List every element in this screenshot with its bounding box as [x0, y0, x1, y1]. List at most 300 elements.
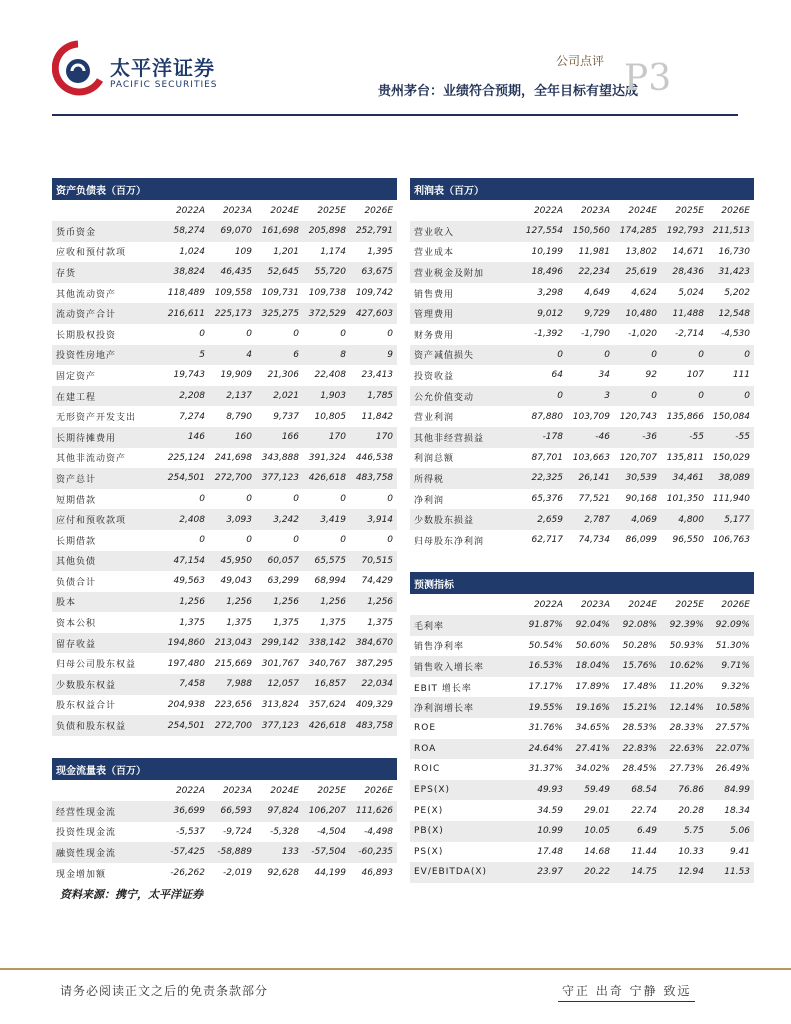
value-cell: 0	[520, 386, 567, 407]
value-cell: 92	[645, 370, 657, 381]
document-type: 公司点评	[556, 54, 605, 68]
value-cell: 11.20%	[669, 682, 704, 693]
value-cell: -36	[614, 427, 661, 448]
row-label: 其他流动资产	[56, 289, 117, 300]
value-cell: 377,123	[256, 715, 303, 736]
spacer-cell	[410, 551, 754, 570]
value-cell: 87,880	[531, 411, 563, 422]
row-label: PS(X)	[414, 846, 444, 857]
table-row	[52, 695, 397, 716]
value-cell: 10.62%	[661, 656, 708, 677]
value-cell: 13,802	[625, 246, 657, 257]
value-cell: 68,994	[314, 576, 346, 587]
table-row	[410, 283, 754, 304]
table-row	[52, 448, 397, 469]
value-cell: 1,256	[350, 592, 397, 613]
value-cell: 34.02%	[575, 764, 610, 775]
value-cell: 6.49	[614, 821, 661, 842]
value-cell: 4,649	[584, 288, 610, 299]
row-label: 营业利润	[414, 413, 455, 424]
value-cell: 49.93	[520, 780, 567, 801]
year-header: 2025E	[675, 205, 704, 216]
value-cell: 12,057	[256, 674, 303, 695]
value-cell: 5	[162, 345, 209, 366]
row-label: 投资性现金流	[56, 828, 117, 839]
row-label: PE(X)	[414, 805, 444, 816]
value-cell: 1,785	[350, 386, 397, 407]
value-cell: 0	[387, 494, 394, 505]
value-cell: 22.07%	[708, 739, 754, 760]
value-cell: 34,461	[661, 468, 708, 489]
row-label: 净利润	[414, 495, 445, 506]
value-cell: 0	[340, 535, 346, 546]
row-label: 存货	[52, 262, 162, 283]
value-cell: 111,626	[350, 801, 397, 822]
value-cell: 92,628	[267, 868, 299, 879]
value-cell: -58,889	[209, 842, 256, 863]
value-cell: 21,306	[267, 370, 299, 381]
value-cell: 16,857	[303, 674, 350, 695]
value-cell: -4,498	[364, 826, 394, 837]
value-cell: -2,019	[222, 868, 252, 879]
value-cell: 31.37%	[528, 764, 563, 775]
value-cell: 9	[350, 345, 397, 366]
row-label: 少数股东权益	[52, 674, 162, 695]
value-cell: 3,298	[537, 288, 563, 299]
row-label: 股东权益合计	[56, 701, 117, 712]
value-cell: 46,435	[209, 262, 256, 283]
value-cell: 74,734	[578, 535, 610, 546]
value-cell: 1,375	[179, 617, 205, 628]
value-cell: 87,701	[531, 452, 563, 463]
value-cell: 7,988	[209, 674, 256, 695]
value-cell: 3,914	[350, 509, 397, 530]
header-blank-cell	[410, 594, 520, 615]
table-row	[52, 822, 397, 843]
table-row	[410, 324, 754, 345]
value-cell: 254,501	[162, 468, 209, 489]
row-label: 融资性现金流	[52, 842, 162, 863]
value-cell: 45,950	[209, 551, 256, 572]
value-cell: -55	[661, 427, 708, 448]
row-label: 其他非经营损益	[410, 427, 520, 448]
value-cell: 44,199	[314, 868, 346, 879]
table-title: 利润表（百万）	[410, 178, 754, 200]
value-cell: -1,392	[533, 329, 563, 340]
value-cell: 22.63%	[661, 739, 708, 760]
value-cell: 213,043	[209, 633, 256, 654]
table-header-row	[410, 200, 754, 221]
table-row	[52, 653, 397, 674]
value-cell: -2,714	[674, 329, 704, 340]
value-cell: 135,811	[666, 452, 704, 463]
year-header: 2024E	[270, 205, 299, 216]
value-cell: 0	[614, 386, 661, 407]
table-row	[410, 615, 754, 636]
value-cell: 0	[567, 345, 614, 366]
table-row	[52, 365, 397, 386]
value-cell: -178	[520, 427, 567, 448]
table-row	[52, 674, 397, 695]
company-slogan: 守正 出奇 宁静 致远	[558, 980, 695, 1002]
value-cell: 69,070	[209, 221, 256, 242]
table-row	[410, 842, 754, 863]
value-cell: 109	[234, 246, 252, 257]
row-label: 公允价值变动	[410, 386, 520, 407]
year-header: 2026E	[364, 785, 394, 796]
value-cell: 150,560	[567, 221, 614, 242]
value-cell: 384,670	[350, 633, 397, 654]
value-cell: 97,824	[256, 801, 303, 822]
table-row	[410, 406, 754, 427]
value-cell: 338,142	[303, 633, 350, 654]
value-cell: 63,675	[350, 262, 397, 283]
value-cell: 17.17%	[528, 682, 563, 693]
table-row	[410, 221, 754, 242]
value-cell: 340,767	[308, 658, 346, 669]
row-label: 长期股权投资	[56, 330, 117, 341]
value-cell: 50.93%	[669, 640, 704, 651]
table-row	[52, 324, 397, 345]
value-cell: 0	[199, 329, 205, 340]
value-cell: 8	[303, 345, 350, 366]
value-cell: 0	[340, 329, 346, 340]
company-logo	[52, 40, 218, 102]
value-cell: 4,800	[661, 509, 708, 530]
value-cell: 14.68	[584, 846, 610, 857]
value-cell: 92.04%	[567, 615, 614, 636]
value-cell: 22,034	[350, 674, 397, 695]
value-cell: 197,480	[167, 658, 205, 669]
value-cell: 62,717	[531, 535, 563, 546]
value-cell: 166	[256, 427, 303, 448]
table-row	[410, 697, 754, 718]
value-cell: 12,548	[708, 303, 754, 324]
row-label: EV/EBITDA(X)	[410, 862, 520, 883]
value-cell: -9,724	[222, 826, 252, 837]
value-cell: 2,208	[162, 386, 209, 407]
value-cell: 11.53	[708, 862, 754, 883]
cash-flow-table	[52, 758, 397, 883]
value-cell: 109,738	[308, 288, 346, 299]
value-cell: 90,168	[625, 494, 657, 505]
value-cell: -60,235	[350, 842, 397, 863]
value-cell: 120,707	[619, 452, 657, 463]
table-row	[52, 842, 397, 863]
value-cell: 17.89%	[575, 682, 610, 693]
value-cell: 106,207	[303, 801, 350, 822]
year-header: 2022A	[533, 205, 563, 216]
value-cell: 103,709	[572, 411, 610, 422]
value-cell: 272,700	[209, 468, 256, 489]
row-label: 无形资产开发支出	[56, 413, 137, 424]
value-cell: 120,743	[619, 411, 657, 422]
value-cell: -26,262	[170, 868, 205, 879]
value-cell: 3,093	[209, 509, 256, 530]
value-cell: 0	[293, 494, 299, 505]
value-cell: 10.33	[678, 846, 704, 857]
value-cell: 1,256	[162, 592, 209, 613]
pacific-logo-icon	[52, 40, 104, 102]
row-label: ROE	[414, 723, 437, 734]
value-cell: 23.97	[520, 862, 567, 883]
value-cell: 0	[614, 345, 661, 366]
table-row	[52, 221, 397, 242]
value-cell: 59.49	[567, 780, 614, 801]
value-cell: -55	[708, 427, 754, 448]
year-header: 2026E	[721, 205, 750, 216]
row-label: 货币资金	[52, 221, 162, 242]
value-cell: 215,669	[214, 658, 252, 669]
value-cell: 9,729	[567, 303, 614, 324]
table-row	[52, 262, 397, 283]
header-blank-cell	[52, 780, 162, 801]
table-row	[410, 386, 754, 407]
value-cell: 7,274	[179, 411, 205, 422]
value-cell: 19,743	[173, 370, 205, 381]
table-row	[52, 386, 397, 407]
value-cell: 63,299	[267, 576, 299, 587]
value-cell: 66,593	[209, 801, 256, 822]
value-cell: 77,521	[578, 494, 610, 505]
table-row	[52, 303, 397, 324]
value-cell: 34.59	[537, 805, 563, 816]
value-cell: 10,805	[314, 411, 346, 422]
table-row	[410, 800, 754, 821]
value-cell: 192,793	[661, 221, 708, 242]
value-cell: 3,242	[256, 509, 303, 530]
table-title-row	[52, 178, 397, 200]
value-cell: 19.16%	[567, 697, 614, 718]
year-header: 2023A	[580, 599, 610, 610]
row-label: 资产减值损失	[410, 345, 520, 366]
value-cell: 225,124	[167, 452, 205, 463]
value-cell: 211,513	[708, 221, 754, 242]
value-cell: 36,699	[162, 801, 209, 822]
row-label: 长期借款	[56, 536, 97, 547]
data-source-note: 资料来源：携宁，太平洋证券	[60, 888, 203, 901]
value-cell: 19,909	[220, 370, 252, 381]
value-cell: 9,737	[273, 411, 299, 422]
row-label: 归母股东净利润	[414, 536, 485, 547]
value-cell: -5,328	[269, 826, 299, 837]
value-cell: 377,123	[256, 468, 303, 489]
row-label: EPS(X)	[410, 780, 520, 801]
table-header-row	[410, 594, 754, 615]
value-cell: 170	[350, 427, 397, 448]
table-row	[52, 427, 397, 448]
table-row	[410, 780, 754, 801]
logo-name-cn: 太平洋证券	[110, 56, 215, 80]
row-label: EBIT 增长率	[414, 683, 472, 694]
value-cell: 18,496	[520, 262, 567, 283]
table-row	[52, 571, 397, 592]
value-cell: 4	[209, 345, 256, 366]
row-label: ROIC	[414, 764, 441, 775]
value-cell: 127,554	[520, 221, 567, 242]
row-label: 销售费用	[414, 289, 455, 300]
value-cell: 31,423	[708, 262, 754, 283]
row-label: 其他非流动资产	[56, 454, 127, 465]
row-label: 销售收入增长率	[410, 656, 520, 677]
value-cell: 146	[162, 427, 209, 448]
value-cell: 2,659	[520, 509, 567, 530]
table-title: 资产负债表（百万）	[52, 178, 397, 200]
value-cell: 387,295	[355, 658, 394, 669]
value-cell: 0	[661, 386, 708, 407]
value-cell: 96,550	[672, 535, 704, 546]
table-row	[410, 636, 754, 657]
table-title-row	[410, 178, 754, 200]
table-row	[410, 677, 754, 698]
row-label: 股本	[52, 592, 162, 613]
report-title: 贵州茅台：业绩符合预期，全年目标有望达成	[378, 84, 639, 99]
value-cell: 10.58%	[708, 697, 754, 718]
table-header-row	[52, 200, 397, 221]
value-cell: 8,790	[226, 411, 252, 422]
row-label: 现金增加额	[56, 869, 107, 880]
value-cell: 0	[387, 535, 394, 546]
value-cell: 91.87%	[520, 615, 567, 636]
row-label: 固定资产	[56, 371, 97, 382]
value-cell: 103,663	[572, 452, 610, 463]
value-cell: 70,515	[350, 551, 397, 572]
table-row	[52, 592, 397, 613]
value-cell: 0	[293, 535, 299, 546]
value-cell: 11.44	[631, 846, 657, 857]
value-cell: 64	[551, 370, 563, 381]
value-cell: 1,256	[209, 592, 256, 613]
value-cell: 1,375	[367, 617, 394, 628]
value-cell: 150,029	[712, 452, 750, 463]
table-row	[52, 406, 397, 427]
row-label: 归母公司股东权益	[56, 660, 137, 671]
value-cell: -4,530	[720, 329, 750, 340]
value-cell: -5,537	[175, 826, 205, 837]
value-cell: 133	[256, 842, 303, 863]
row-label: 净利润增长率	[410, 697, 520, 718]
value-cell: 9,012	[520, 303, 567, 324]
forecast-indicators-table	[410, 572, 754, 883]
value-cell: 3,419	[303, 509, 350, 530]
year-header: 2025E	[317, 205, 346, 216]
row-label: 经营性现金流	[52, 801, 162, 822]
row-label: 在建工程	[52, 386, 162, 407]
value-cell: 18.04%	[567, 656, 614, 677]
value-cell: 2,787	[567, 509, 614, 530]
value-cell: 65,575	[303, 551, 350, 572]
value-cell: 109,731	[261, 288, 299, 299]
value-cell: 22,408	[314, 370, 346, 381]
year-header: 2022A	[175, 205, 205, 216]
value-cell: 254,501	[162, 715, 209, 736]
row-label: 负债和股东权益	[52, 715, 162, 736]
value-cell: 109,558	[214, 288, 252, 299]
value-cell: 107	[686, 370, 704, 381]
value-cell: -57,504	[303, 842, 350, 863]
value-cell: 0	[708, 386, 754, 407]
table-row	[410, 262, 754, 283]
year-header: 2024E	[628, 599, 657, 610]
value-cell: 426,618	[303, 468, 350, 489]
value-cell: 101,350	[666, 494, 704, 505]
value-cell: 65,376	[531, 494, 563, 505]
value-cell: 50.60%	[575, 640, 610, 651]
value-cell: 2,137	[209, 386, 256, 407]
value-cell: 426,618	[303, 715, 350, 736]
table-row	[410, 489, 754, 510]
value-cell: 252,791	[350, 221, 397, 242]
value-cell: -57,425	[162, 842, 209, 863]
value-cell: 51.30%	[715, 640, 750, 651]
value-cell: 299,142	[256, 633, 303, 654]
table-row	[410, 427, 754, 448]
value-cell: 34	[598, 370, 610, 381]
value-cell: 111,940	[712, 494, 750, 505]
table-row	[410, 862, 754, 883]
year-header: 2023A	[580, 205, 610, 216]
value-cell: 0	[246, 535, 252, 546]
value-cell: 10.99	[520, 821, 567, 842]
table-row	[410, 468, 754, 489]
row-label: ROA	[410, 739, 520, 760]
value-cell: 12.94	[661, 862, 708, 883]
table-row	[52, 715, 397, 736]
value-cell: 22.74	[631, 805, 657, 816]
value-cell: 1,174	[320, 246, 346, 257]
value-cell: 28.33%	[669, 723, 704, 734]
value-cell: 118,489	[167, 288, 205, 299]
table-row	[410, 242, 754, 263]
value-cell: 1,256	[256, 592, 303, 613]
value-cell: 2,408	[162, 509, 209, 530]
disclaimer-note: 请务必阅读正文之后的免责条款部分	[60, 984, 269, 998]
value-cell: 135,866	[666, 411, 704, 422]
value-cell: 241,698	[214, 452, 252, 463]
table-row	[52, 283, 397, 304]
value-cell: 50.28%	[622, 640, 657, 651]
header-divider	[52, 114, 738, 116]
income-statement-table	[410, 178, 754, 570]
value-cell: 11,981	[578, 246, 610, 257]
value-cell: 160	[209, 427, 256, 448]
logo-name-en: PACIFIC SECURITIES	[110, 80, 218, 90]
value-cell: 272,700	[209, 715, 256, 736]
value-cell: 18.34	[724, 805, 750, 816]
table-row	[410, 303, 754, 324]
value-cell: 27.57%	[715, 723, 750, 734]
value-cell: 0	[340, 494, 346, 505]
value-cell: 111	[732, 370, 750, 381]
value-cell: 30,539	[614, 468, 661, 489]
value-cell: 14,671	[672, 246, 704, 257]
spacer-row	[410, 551, 754, 570]
value-cell: 0	[199, 535, 205, 546]
value-cell: 225,173	[209, 303, 256, 324]
value-cell: 22,325	[520, 468, 567, 489]
footer-divider	[0, 968, 791, 970]
table-row	[52, 468, 397, 489]
row-label: 长期待摊费用	[52, 427, 162, 448]
value-cell: 20.28	[678, 805, 704, 816]
table-row	[52, 345, 397, 366]
value-cell: 0	[246, 329, 252, 340]
row-label: PB(X)	[410, 821, 520, 842]
value-cell: 58,274	[162, 221, 209, 242]
table-row	[52, 612, 397, 633]
table-row	[52, 489, 397, 510]
value-cell: 6	[256, 345, 303, 366]
